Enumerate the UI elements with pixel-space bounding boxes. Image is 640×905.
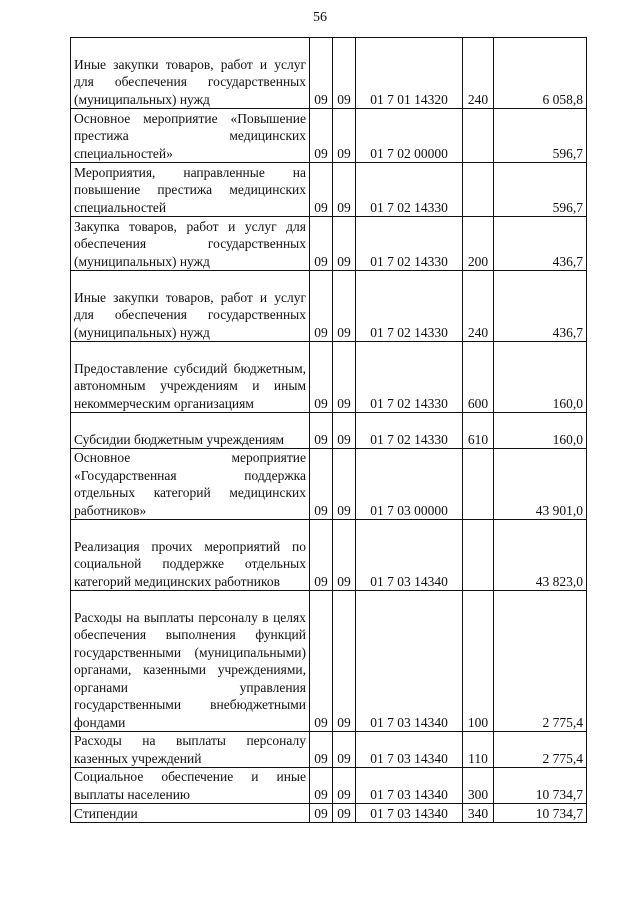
row-amount: 10 734,7 xyxy=(494,768,587,804)
row-amount: 10 734,7 xyxy=(494,804,587,823)
row-name: Расходы на выплаты персоналу казенных учреждений xyxy=(74,733,306,766)
row-expense-type: 300 xyxy=(463,768,494,804)
row-section: 09 xyxy=(310,591,333,732)
budget-table xyxy=(70,37,587,823)
row-subsection: 09 xyxy=(333,520,356,591)
row-name: Основное мероприятие «Повышение престижа медицинских специальностей» xyxy=(74,110,306,161)
row-expense-type xyxy=(463,163,494,217)
row-amount: 6 058,8 xyxy=(494,38,587,109)
row-amount: 43 823,0 xyxy=(494,520,587,591)
row-subsection: 09 xyxy=(333,732,356,768)
row-amount: 2 775,4 xyxy=(494,732,587,768)
table-row xyxy=(71,342,587,413)
table-row xyxy=(71,413,587,449)
table-row xyxy=(71,109,587,163)
row-amount: 436,7 xyxy=(494,271,587,342)
table-row xyxy=(71,163,587,217)
row-subsection: 09 xyxy=(333,342,356,413)
row-amount: 160,0 xyxy=(494,413,587,449)
row-expense-type: 600 xyxy=(463,342,494,413)
row-section: 09 xyxy=(310,217,333,271)
row-name: Предоставление субсидий бюджетным, автономным учреждениям и иным некоммерческим организациям xyxy=(74,360,306,411)
row-section: 09 xyxy=(310,413,333,449)
row-name: Субсидии бюджетным учреждениям xyxy=(74,431,285,447)
table-row xyxy=(71,38,587,109)
row-section: 09 xyxy=(310,342,333,413)
row-expense-type: 100 xyxy=(463,591,494,732)
row-expense-type: 110 xyxy=(463,732,494,768)
row-expense-type: 340 xyxy=(463,804,494,823)
row-section: 09 xyxy=(310,271,333,342)
row-name: Реализация прочих мероприятий по социальной поддержке отдельных категорий медицинских работников xyxy=(74,538,306,589)
table-row xyxy=(71,271,587,342)
row-expense-type: 240 xyxy=(463,271,494,342)
row-subsection: 09 xyxy=(333,109,356,163)
table-row xyxy=(71,768,587,804)
row-target-code: 01 7 03 14340 xyxy=(356,804,463,823)
row-expense-type xyxy=(463,520,494,591)
row-name: Основное мероприятие «Государственная поддержка отдельных категорий медицинских работников» xyxy=(74,450,306,518)
row-expense-type: 610 xyxy=(463,413,494,449)
row-target-code: 01 7 03 14340 xyxy=(356,732,463,768)
row-name: Иные закупки товаров, работ и услуг для обеспечения государственных (муниципальных) нужд xyxy=(74,289,306,340)
row-target-code: 01 7 03 14340 xyxy=(356,768,463,804)
row-name: Закупка товаров, работ и услуг для обеспечения государственных (муниципальных) нужд xyxy=(74,218,306,269)
table-row xyxy=(71,804,587,823)
row-subsection: 09 xyxy=(333,163,356,217)
row-target-code: 01 7 02 14330 xyxy=(356,163,463,217)
table-row xyxy=(71,591,587,732)
row-target-code: 01 7 03 14340 xyxy=(356,520,463,591)
row-target-code: 01 7 02 00000 xyxy=(356,109,463,163)
row-name: Иные закупки товаров, работ и услуг для обеспечения государственных (муниципальных) нужд xyxy=(74,56,306,107)
table-row xyxy=(71,520,587,591)
table-row xyxy=(71,449,587,520)
row-section: 09 xyxy=(310,449,333,520)
row-amount: 43 901,0 xyxy=(494,449,587,520)
row-subsection: 09 xyxy=(333,271,356,342)
row-name: Мероприятия, направленные на повышение престижа медицинских специальностей xyxy=(74,164,306,215)
row-amount: 596,7 xyxy=(494,109,587,163)
row-expense-type: 240 xyxy=(463,38,494,109)
table-row xyxy=(71,217,587,271)
row-section: 09 xyxy=(310,109,333,163)
row-expense-type xyxy=(463,109,494,163)
row-target-code: 01 7 02 14330 xyxy=(356,217,463,271)
page-number: 56 xyxy=(313,10,327,25)
row-amount: 596,7 xyxy=(494,163,587,217)
row-amount: 160,0 xyxy=(494,342,587,413)
row-section: 09 xyxy=(310,768,333,804)
row-subsection: 09 xyxy=(333,768,356,804)
row-subsection: 09 xyxy=(333,804,356,823)
row-subsection: 09 xyxy=(333,413,356,449)
row-amount: 2 775,4 xyxy=(494,591,587,732)
table-row xyxy=(71,732,587,768)
row-target-code: 01 7 01 14320 xyxy=(356,38,463,109)
row-section: 09 xyxy=(310,804,333,823)
row-subsection: 09 xyxy=(333,38,356,109)
row-subsection: 09 xyxy=(333,217,356,271)
row-amount: 436,7 xyxy=(494,217,587,271)
row-target-code: 01 7 03 00000 xyxy=(356,449,463,520)
row-target-code: 01 7 02 14330 xyxy=(356,271,463,342)
row-subsection: 09 xyxy=(333,591,356,732)
row-section: 09 xyxy=(310,732,333,768)
row-target-code: 01 7 02 14330 xyxy=(356,342,463,413)
row-section: 09 xyxy=(310,163,333,217)
row-target-code: 01 7 02 14330 xyxy=(356,413,463,449)
row-target-code: 01 7 03 14340 xyxy=(356,591,463,732)
row-name: Социальное обеспечение и иные выплаты населению xyxy=(74,769,306,802)
row-name: Стипендии xyxy=(74,805,138,821)
row-expense-type: 200 xyxy=(463,217,494,271)
row-name: Расходы на выплаты персоналу в целях обеспечения выполнения функций государственными (муниципальными) органами, казенными учреждениями, органами управления государственными внебюджетными фондами xyxy=(74,609,306,730)
row-subsection: 09 xyxy=(333,449,356,520)
row-section: 09 xyxy=(310,520,333,591)
row-expense-type xyxy=(463,449,494,520)
row-section: 09 xyxy=(310,38,333,109)
